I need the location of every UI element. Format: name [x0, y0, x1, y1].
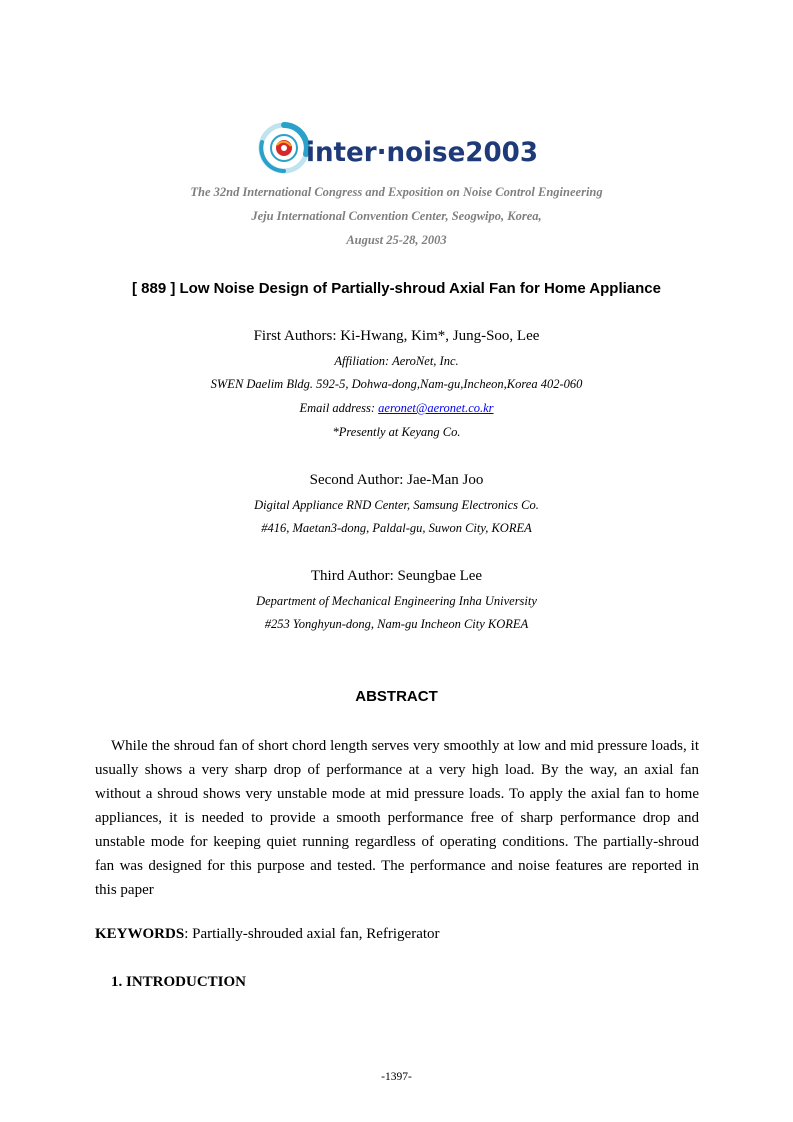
third-address: #253 Yonghyun-dong, Nam-gu Incheon City KOREA — [264, 617, 529, 631]
conference-logo — [254, 118, 544, 178]
email-label: Email address: — [299, 401, 379, 415]
logo-text: inter·noise2003 — [306, 137, 538, 168]
conference-dates: August 25-28, 2003 — [346, 233, 447, 247]
conference-name: The 32nd International Congress and Exposition on Noise Control Engineering — [190, 185, 603, 199]
abstract-body: While the shroud fan of short chord length serves very smoothly at low and mid pressure loads, it usually shows a very sharp drop of performance at a very high load. By the way, an axial fan without a shroud shows very unstable mode at mid pressure loads. To apply the axial fan to home appliances, it is needed to provide a smooth performance free of sharp performance drop and unstable mode for keeping quiet running regardless of operating conditions. The partially-shroud fan was designed for this purpose and tested. The performance and noise features are reported in this paper — [95, 738, 699, 898]
author-note: *Presently at Keyang Co. — [332, 425, 461, 439]
second-affiliation: Digital Appliance RND Center, Samsung Electronics Co. — [254, 498, 539, 512]
keywords-text: : Partially-shrouded axial fan, Refrigerator — [184, 926, 440, 942]
email-line — [0, 401, 793, 416]
email-link[interactable]: aeronet@aeronet.co.kr — [378, 401, 494, 415]
first-authors: First Authors: Ki-Hwang, Kim*, Jung-Soo, Lee — [253, 328, 540, 344]
logo-swirl-icon — [261, 125, 307, 171]
page-number: -1397- — [381, 1071, 412, 1083]
second-author: Second Author: Jae-Man Joo — [309, 472, 484, 488]
abstract-heading: ABSTRACT — [355, 688, 438, 705]
third-author: Third Author: Seungbae Lee — [310, 568, 483, 584]
second-address: #416, Maetan3-dong, Paldal-gu, Suwon City, KOREA — [261, 521, 532, 535]
keywords-line — [95, 926, 440, 943]
third-affiliation: Department of Mechanical Engineering Inha University — [256, 594, 537, 608]
first-affiliation: Affiliation: AeroNet, Inc. — [334, 354, 459, 368]
conference-venue: Jeju International Convention Center, Seogwipo, Korea, — [251, 209, 542, 223]
keywords-label: KEYWORDS — [95, 926, 185, 942]
section-heading: 1. INTRODUCTION — [111, 974, 247, 990]
paper-title: [ 889 ] Low Noise Design of Partially-shroud Axial Fan for Home Appliance — [132, 280, 661, 297]
first-address: SWEN Daelim Bldg. 592-5, Dohwa-dong,Nam-gu,Incheon,Korea 402-060 — [210, 377, 583, 391]
